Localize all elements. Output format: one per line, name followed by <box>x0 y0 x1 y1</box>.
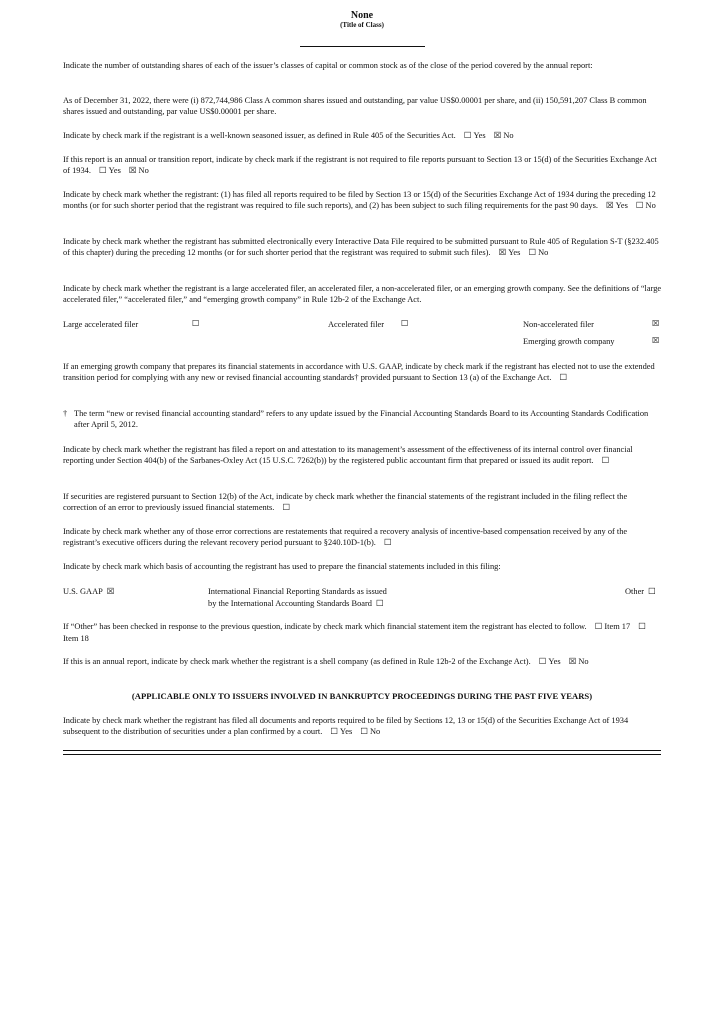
extended-transition-text: If an emerging growth company that prepares its financial statements in accordance with U.S. GAAP, indicate by check mark if the registrant has elected not to use the extended transition period for complying with any new or revised financial accounting standards† provided pursuant to Section 13 (a) of the Exchange Act. <box>63 362 655 382</box>
non-accelerated-filer-label: Non-accelerated filer <box>523 320 594 329</box>
header-divider <box>300 46 425 47</box>
bankruptcy-heading: (APPLICABLE ONLY TO ISSUERS INVOLVED IN BANKRUPTCY PROCEEDINGS DURING THE PAST FIVE YEARS) <box>131 691 593 701</box>
not-required-no-label: No <box>138 166 149 175</box>
large-accelerated-filer-checkbox[interactable]: ☐ <box>192 318 200 328</box>
class-title: None <box>350 10 374 21</box>
not-required-text: If this report is an annual or transition report, indicate by check mark if the registrant is not required to file reports pursuant to Section 13 or 15(d) of the Securities Exchange Act of 1934. <box>63 155 657 175</box>
bankruptcy-yes-label: Yes <box>340 727 353 736</box>
other-item-paragraph <box>63 621 663 644</box>
other-item-text: If “Other” has been checked in response to the previous question, indicate by check mark which financial statement item the registrant has elected to follow. <box>63 622 587 631</box>
restatement-text: Indicate by check mark whether any of those error corrections are restatements that required a recovery analysis of incentive-based compensation received by any of the registrant’s executive officers during the relevant recovery period pursuant to §240.10D-1(b). <box>63 527 628 547</box>
dagger-footnote-text: The term “new or revised financial accounting standard” refers to any update issued by the Financial Accounting Standards Board to its Accounting Standards Codification after April 5, 2012. <box>74 409 649 429</box>
outstanding-shares-paragraph: Indicate the number of outstanding shares of each of the issuer’s classes of capital or common stock as of the close of the period covered by the annual report: <box>63 61 593 70</box>
filer-status-paragraph: Indicate by check mark whether the registrant is a large accelerated filer, an accelerated filer, a non-accelerated filer, or an emerging growth company. See the definitions of “large accelerated filer,” “accelerated filer,” and “emerging growth company” in Rule 12b-2 of the Exchange Act. <box>63 284 662 304</box>
shell-company-paragraph <box>63 656 663 668</box>
bankruptcy-no-label: No <box>369 727 381 736</box>
accounting-basis-paragraph: Indicate by check mark which basis of accounting the registrant has used to prepare the financial statements included in this filing: <box>63 562 501 571</box>
restatement-paragraph <box>63 526 663 549</box>
other-basis-checkbox[interactable]: ☐ <box>648 587 656 597</box>
interactive-data-yes-checkbox[interactable]: ☒ <box>498 248 507 258</box>
filed-all-reports-paragraph <box>63 189 663 212</box>
not-required-no-checkbox[interactable]: ☒ <box>128 166 137 176</box>
wksi-yes-checkbox[interactable]: ☐ <box>463 131 472 141</box>
shares-as-of-paragraph: As of December 31, 2022, there were (i) 872,744,986 Class A common shares issued and outstanding, par value US$0.00001 per share, and (ii) 150,591,207 Class B common shares issued and outstanding, par value US$0.00001 per share. <box>63 96 647 116</box>
item18-checkbox[interactable]: ☐ <box>638 622 646 632</box>
item17-label: Item 17 <box>604 622 631 631</box>
interactive-data-paragraph <box>63 236 663 259</box>
wksi-no-label: No <box>503 131 514 140</box>
filed-reports-yes-label: Yes <box>615 201 628 210</box>
ifrs-line2: by the International Accounting Standards Board <box>208 599 372 608</box>
dagger-symbol: † <box>63 409 68 418</box>
extended-transition-checkbox[interactable]: ☐ <box>559 373 568 383</box>
us-gaap-checkbox[interactable]: ☒ <box>106 587 115 597</box>
error-correction-checkbox[interactable]: ☐ <box>282 503 291 513</box>
emerging-growth-label: Emerging growth company <box>523 337 615 346</box>
interactive-data-text: Indicate by check mark whether the registrant has submitted electronically every Interactive Data File required to be submitted pursuant to Rule 405 of Regulation S-T (§232.405 of this chapter) during the preceding 12 months (or for such shorter period that the registrant was required to submit such files). <box>63 237 659 257</box>
us-gaap-label: U.S. GAAP <box>63 587 103 596</box>
interactive-data-yes-label: Yes <box>508 248 521 257</box>
ifrs-option <box>208 598 384 610</box>
error-correction-text: If securities are registered pursuant to Section 12(b) of the Act, indicate by check mark whether the financial statements of the registrant included in the filing reflect the correction of an error to previously issued financial statements. <box>63 492 628 512</box>
item17-checkbox[interactable]: ☐ <box>594 622 603 632</box>
not-required-to-file-paragraph <box>63 154 663 177</box>
accelerated-filer-checkbox[interactable]: ☐ <box>401 318 409 328</box>
error-correction-paragraph <box>63 491 663 514</box>
restatement-checkbox[interactable]: ☐ <box>383 538 392 548</box>
extended-transition-paragraph <box>63 361 663 384</box>
not-required-yes-checkbox[interactable]: ☐ <box>99 166 107 176</box>
ifrs-checkbox[interactable]: ☐ <box>375 599 384 609</box>
ifrs-line1: International Financial Reporting Standards as issued <box>208 587 387 596</box>
wksi-yes-label: Yes <box>473 131 486 140</box>
interactive-data-no-checkbox[interactable]: ☐ <box>528 248 537 258</box>
page-end-double-rule <box>63 750 661 755</box>
non-accelerated-filer-checkbox[interactable]: ☒ <box>652 318 660 328</box>
bankruptcy-paragraph <box>63 715 663 738</box>
bankruptcy-no-checkbox[interactable]: ☐ <box>360 727 368 737</box>
shell-no-checkbox[interactable]: ☒ <box>568 657 577 667</box>
filed-all-reports-text: Indicate by check mark whether the registrant: (1) has filed all reports required to be filed by Section 13 or 15(d) of the Securities Exchange Act of 1934 during the preceding 12 months (or for such shorter period that the registrant was required to file such reports), and (2) has been subject to such filing requirements for the past 90 days. <box>63 190 656 210</box>
wksi-text: Indicate by check mark if the registrant is a well-known seasoned issuer, as defined in Rule 405 of the Securities Act. <box>63 131 456 140</box>
filed-reports-no-label: No <box>645 201 656 210</box>
accelerated-filer-label: Accelerated filer <box>328 320 385 329</box>
item18-label: Item 18 <box>63 634 89 643</box>
shell-company-text: If this is an annual report, indicate by check mark whether the registrant is a shell company (as defined in Rule 12b-2 of the Exchange Act). <box>63 657 531 666</box>
large-accelerated-filer-label: Large accelerated filer <box>63 320 139 329</box>
emerging-growth-checkbox[interactable]: ☒ <box>652 335 660 345</box>
not-required-yes-label: Yes <box>108 166 121 175</box>
other-basis-option <box>625 586 656 598</box>
icfr-attestation-text: Indicate by check mark whether the registrant has filed a report on and attestation to its management’s assessment of the effectiveness of its internal control over financial reporting under Section 404(b) of the Sarbanes-Oxley Act (15 U.S.C. 7262(b)) by the registered public accountant firm that prepared or issued its audit report. <box>63 445 633 465</box>
wksi-paragraph <box>63 130 663 142</box>
us-gaap-option <box>63 586 114 598</box>
class-title-caption: (Title of Class) <box>340 21 384 29</box>
other-basis-label: Other <box>625 587 645 596</box>
icfr-attestation-paragraph <box>63 444 663 467</box>
icfr-attestation-checkbox[interactable]: ☐ <box>601 456 610 466</box>
filed-reports-yes-checkbox[interactable]: ☒ <box>606 201 614 211</box>
shell-yes-label: Yes <box>548 657 561 666</box>
interactive-data-no-label: No <box>538 248 549 257</box>
bankruptcy-yes-checkbox[interactable]: ☐ <box>330 727 339 737</box>
shell-yes-checkbox[interactable]: ☐ <box>538 657 547 667</box>
shell-no-label: No <box>578 657 589 666</box>
wksi-no-checkbox[interactable]: ☒ <box>493 131 502 141</box>
dagger-footnote <box>63 408 663 430</box>
filed-reports-no-checkbox[interactable]: ☐ <box>635 201 644 211</box>
bankruptcy-text: Indicate by check mark whether the registrant has filed all documents and reports required to be filed by Sections 12, 13 or 15(d) of the Securities Exchange Act of 1934 subsequent to the distribution of securities under a plan confirmed by a court. <box>63 716 629 736</box>
